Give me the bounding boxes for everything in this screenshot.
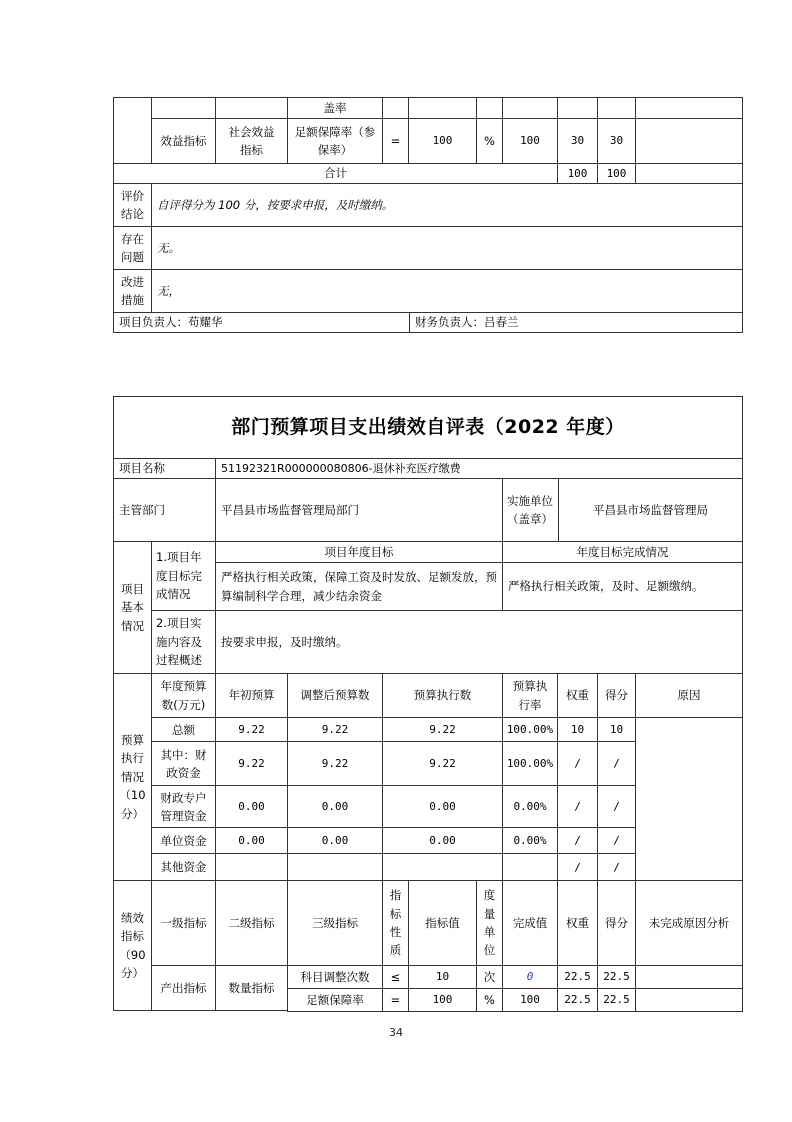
total-label: 合计 — [113, 163, 558, 184]
perf-header: 指标值 — [408, 880, 477, 966]
completion-header: 年度目标完成情况 — [502, 541, 743, 563]
budget-adjusted: 0.00 — [287, 827, 383, 855]
perf-header: 度量单位 — [476, 880, 503, 966]
budget-rate: 100.00% — [502, 717, 558, 743]
perf-unit: % — [476, 988, 503, 1012]
budget-executed: 9.22 — [382, 741, 503, 787]
budget-initial: 0.00 — [215, 827, 288, 855]
budget-adjusted: 0.00 — [287, 785, 383, 829]
top-left-merged-cell — [113, 97, 152, 164]
budget-score: / — [597, 741, 636, 787]
perf-header: 未完成原因分析 — [635, 880, 743, 966]
coverage-text: 盖率 — [287, 97, 383, 119]
perf-nature: ≤ — [382, 965, 409, 989]
budget-header: 预算执行率 — [502, 673, 558, 718]
budget-initial: 0.00 — [215, 785, 288, 829]
total-score: 100 — [597, 163, 636, 184]
impl-text: 按要求申报，及时缴纳。 — [215, 610, 743, 674]
budget-initial: 9.22 — [215, 717, 288, 743]
budget-name: 单位资金 — [151, 827, 216, 855]
budget-header: 调整后预算数 — [287, 673, 383, 718]
completion-text: 严格执行相关政策，及时、足额缴纳。 — [502, 562, 743, 611]
perf-header: 权重 — [557, 880, 598, 966]
budget-name: 总额 — [151, 717, 216, 743]
perf-weight: 22.5 — [557, 965, 598, 989]
budget-rate: 0.00% — [502, 827, 558, 855]
benefit-level3: 足额保障率（参保率） — [287, 118, 383, 164]
budget-score: / — [597, 785, 636, 829]
budget-label: 预算执行情况（10分） — [113, 673, 152, 881]
perf-actual: 100 — [502, 988, 558, 1012]
perf-level3: 科目调整次数 — [287, 965, 383, 989]
perf-header: 一级指标 — [151, 880, 216, 966]
budget-reason — [635, 717, 743, 881]
cell — [557, 97, 598, 119]
dept: 平昌县市场监督管理局部门 — [215, 478, 503, 542]
improvements-label: 改进措施 — [113, 269, 152, 313]
cell — [502, 97, 558, 119]
budget-executed — [382, 853, 503, 882]
budget-name: 其他资金 — [151, 853, 216, 882]
cell — [408, 97, 477, 119]
problems-text: 无。 — [151, 226, 743, 270]
benefit-reason — [635, 118, 743, 164]
project-name-label: 项目名称 — [113, 458, 216, 479]
budget-weight: 10 — [557, 717, 598, 743]
budget-header: 预算执行数 — [382, 673, 503, 718]
budget-header: 年度预算数(万元) — [151, 673, 216, 718]
budget-adjusted: 9.22 — [287, 741, 383, 787]
page-number: 34 — [389, 1026, 403, 1039]
goal-header: 项目年度目标 — [215, 541, 503, 563]
project-lead: 项目负责人：苟耀华 — [113, 312, 410, 333]
impl-unit-label: 实施单位（盖章） — [502, 478, 559, 542]
goal-text: 严格执行相关政策，保障工资及时发放、足额发放，预算编制科学合理，减少结余资金 — [215, 562, 503, 611]
budget-adjusted: 9.22 — [287, 717, 383, 743]
form-title: 部门预算项目支出绩效自评表（2022 年度） — [113, 396, 743, 459]
perf-target: 10 — [408, 965, 477, 989]
perf-score: 22.5 — [597, 988, 636, 1012]
finance-lead: 财务负责人：吕春兰 — [409, 312, 743, 333]
perf-header: 完成值 — [502, 880, 558, 966]
perf-unit: 次 — [476, 965, 503, 989]
budget-weight: / — [557, 827, 598, 855]
perf-target: 100 — [408, 988, 477, 1012]
budget-weight: / — [557, 853, 598, 882]
improvements-text: 无， — [151, 269, 743, 313]
problems-label: 存在问题 — [113, 226, 152, 270]
cell — [215, 97, 288, 119]
budget-header: 权重 — [557, 673, 598, 718]
perf-reason — [635, 965, 743, 989]
budget-executed: 9.22 — [382, 717, 503, 743]
benefit-actual: 100 — [502, 118, 558, 164]
benefit-target: 100 — [408, 118, 477, 164]
budget-initial — [215, 853, 288, 882]
perf-actual: 0 — [502, 965, 558, 989]
benefit-score: 30 — [597, 118, 636, 164]
budget-rate — [502, 853, 558, 882]
impl-unit: 平昌县市场监督管理局 — [558, 478, 743, 542]
benefit-unit: % — [476, 118, 503, 164]
benefit-nature: = — [382, 118, 409, 164]
budget-rate: 0.00% — [502, 785, 558, 829]
budget-adjusted — [287, 853, 383, 882]
perf-reason — [635, 988, 743, 1012]
conclusion-label: 评价结论 — [113, 183, 152, 227]
dept-label: 主管部门 — [113, 478, 216, 542]
budget-name: 其中：财政资金 — [151, 741, 216, 787]
budget-header: 年初预算 — [215, 673, 288, 718]
budget-executed: 0.00 — [382, 785, 503, 829]
benefit-level2: 社会效益指标 — [215, 118, 288, 164]
budget-name: 财政专户管理资金 — [151, 785, 216, 829]
budget-weight: / — [557, 741, 598, 787]
perf-header: 指标性质 — [382, 880, 409, 966]
perf-level3: 足额保障率 — [287, 988, 383, 1012]
budget-rate: 100.00% — [502, 741, 558, 787]
cell — [597, 97, 636, 119]
perf-nature: = — [382, 988, 409, 1012]
cell — [635, 163, 743, 184]
perf-weight: 22.5 — [557, 988, 598, 1012]
benefit-weight: 30 — [557, 118, 598, 164]
perf-header: 得分 — [597, 880, 636, 966]
impl-label: 2.项目实施内容及过程概述 — [151, 610, 216, 674]
perf-score: 22.5 — [597, 965, 636, 989]
project-name: 51192321R000000080806-退休补充医疗缴费 — [215, 458, 743, 479]
cell — [382, 97, 409, 119]
total-weight: 100 — [557, 163, 598, 184]
perf-header: 二级指标 — [215, 880, 288, 966]
budget-score: 10 — [597, 717, 636, 743]
cell — [151, 97, 216, 119]
budget-score: / — [597, 853, 636, 882]
perf-level1: 产出指标 — [151, 965, 216, 1011]
budget-header: 原因 — [635, 673, 743, 718]
perf-header: 三级指标 — [287, 880, 383, 966]
budget-executed: 0.00 — [382, 827, 503, 855]
basic-label: 项目基本情况 — [113, 541, 152, 674]
cell — [476, 97, 503, 119]
budget-score: / — [597, 827, 636, 855]
goal-label: 1.项目年度目标完成情况 — [151, 541, 216, 611]
cell — [635, 97, 743, 119]
perf-level2: 数量指标 — [215, 965, 288, 1011]
conclusion-text: 自评得分为 100 分，按要求申报，及时缴纳。 — [151, 183, 743, 227]
budget-initial: 9.22 — [215, 741, 288, 787]
benefit-level1: 效益指标 — [151, 118, 216, 164]
performance-label: 绩效指标（90分） — [113, 880, 152, 1011]
budget-header: 得分 — [597, 673, 636, 718]
budget-weight: / — [557, 785, 598, 829]
